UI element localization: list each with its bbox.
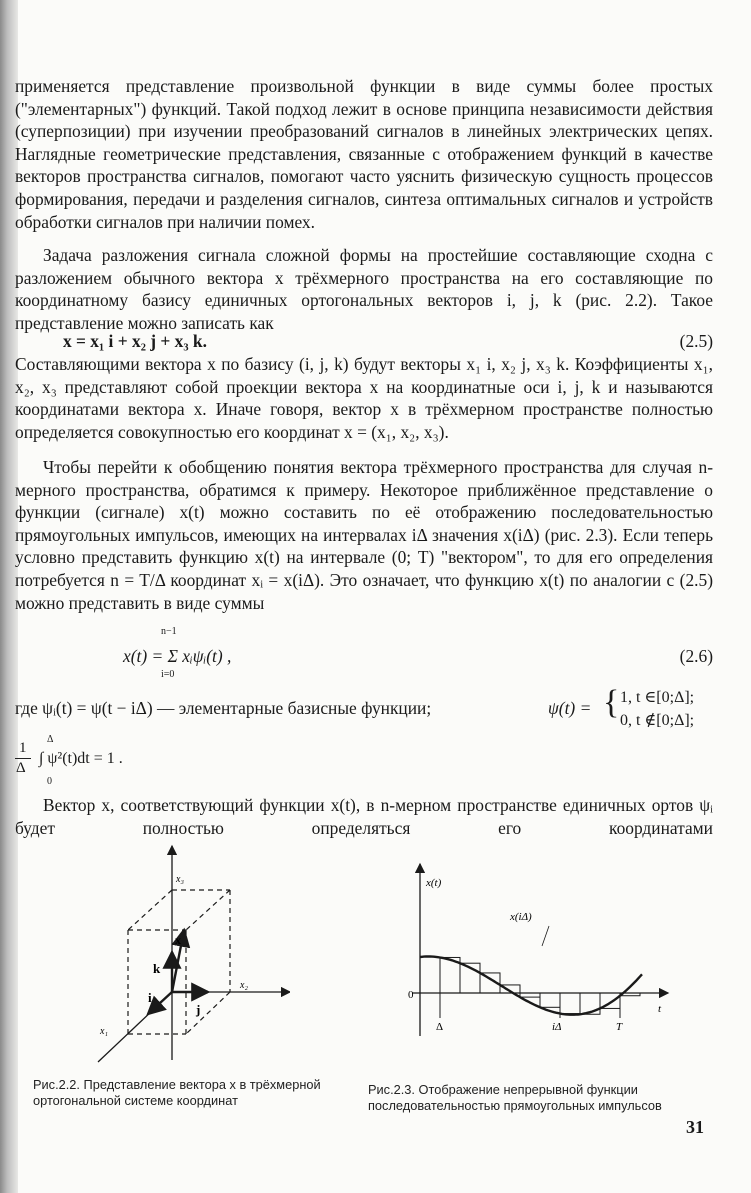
norm-frac-num: 1 (19, 740, 27, 756)
pulse-7 (560, 993, 580, 1014)
label-pointer (542, 926, 549, 946)
equation-2-5-body: x = x₁ i + x₂ j + x₃ k. (63, 331, 207, 351)
norm-body: ∫ ψ²(t)dt = 1 . (39, 750, 123, 767)
pulse-0 (420, 957, 440, 993)
equation-2-6 (15, 626, 713, 680)
norm-lower: 0 (47, 776, 52, 787)
paragraph-5 (15, 794, 713, 839)
paragraph-1-text: применяется представление произвольной функции в виде суммы более простых ("элементарных") функций. Такой подход лежит в основе принципа независимости действия (суперпозиции) при изучении преобразований сигналов в линейных электрических цепях. Наглядные геометрические представления, связанные с отображением функций в качестве векторов пространства сигналов, помогают часто уяснить физическую сущность процессов формирования, передачи и разделения сигналов, синтеза оптимальных сигналов и устройств обработки сигналов при наличии помех. (15, 76, 713, 232)
norm-frac-den: Δ (16, 760, 26, 776)
paragraph-4 (15, 456, 713, 614)
label-t: t (658, 1003, 662, 1015)
basis-definition (15, 684, 713, 740)
paragraph-5-text: Вектор x, соответствующий функции x(t), в n-мерном пространстве единичных ортов ψᵢ будет полностью определяться его координатами (15, 795, 713, 838)
label-x: x (175, 933, 181, 947)
page-number: 31 (686, 1117, 704, 1137)
psi-def-lhs: ψ(t) = (548, 698, 592, 718)
paragraph-3-text: Составляющими вектора x по базису (i, j, k) будут векторы x₁ i, x₂ j, x₃ k. Коэффициенты x₁, x₂, x₃ представляют собой проекции вектора x на координатные оси i, j, k и называются координатами вектора x. Иначе говоря, вектор x в трёхмерном пространстве полностью определяется совокупностью его координат x = (x₁, x₂, x₃). (15, 354, 713, 442)
psi-def-brace: { (603, 684, 620, 721)
figure-2-3-caption: Рис.2.3. Отображение непрерывной функции последовательностью прямоугольных импульсов (368, 1082, 662, 1113)
paragraph-3 (15, 353, 713, 443)
basis-text: где ψᵢ(t) = ψ(t − iΔ) — элементарные базисные функции; (15, 698, 432, 718)
psi-def-case-1: 1, t ∈[0;Δ]; (620, 689, 695, 706)
label-xt: x(t) (426, 877, 442, 889)
equation-2-6-lower: i=0 (161, 669, 175, 680)
label-j: j (196, 1002, 201, 1017)
label-T: T (616, 1021, 623, 1033)
figure-2-2-caption: Рис.2.2. Представление вектора x в трёхмерной ортогональной системе координат (33, 1077, 321, 1108)
equation-2-5-number: (2.5) (679, 331, 713, 351)
label-idelta: iΔ (552, 1021, 562, 1033)
pulse-6 (540, 993, 560, 1007)
equation-2-6-body: x(t) = Σ xᵢψᵢ(t) , (123, 646, 232, 666)
paragraph-1 (15, 75, 713, 233)
figure-2-3 (392, 858, 682, 1038)
label-xid: x(iΔ) (510, 911, 532, 923)
normalization-equation (15, 736, 713, 786)
label-k: k (153, 961, 161, 976)
label-i: i (148, 990, 152, 1005)
equation-2-5 (15, 331, 713, 352)
label-x2: x₂ (240, 980, 248, 991)
label-delta: Δ (436, 1021, 444, 1033)
continuous-function-curve (420, 957, 642, 1015)
norm-upper: Δ (47, 734, 54, 745)
psi-def-case-2: 0, t ∉[0;Δ]; (620, 712, 695, 729)
label-x3: x₃ (176, 874, 184, 885)
paragraph-2 (15, 244, 713, 334)
equation-2-6-number: (2.6) (679, 646, 713, 666)
label-x1: x₁ (100, 1026, 108, 1037)
label-origin: 0 (408, 989, 414, 1001)
paragraph-2-text: Задача разложения сигнала сложной формы на простейшие составляющие сходна с разложением обычного вектора x трёхмерного пространства на его составляющие по координатному базису единичных ортогональных векторов i, j, k (рис. 2.2). Такое представление можно записать как (15, 245, 713, 333)
equation-2-6-upper: n−1 (161, 626, 177, 637)
paragraph-4-text: Чтобы перейти к обобщению понятия вектора трёхмерного пространства для случая n-мерного пространства, обратимся к примеру. Некоторое приближённое представление о функции (сигнале) x(t) можно составить по её отображению последовательностью прямоугольных импульсов, имеющих на интервалах iΔ значения x(iΔ) (рис. 2.3). Если теперь условно представить функцию x(t) на интервале (0; T) "вектором", то для его определения потребуется n = T/Δ координат xᵢ = x(iΔ). Это означает, что функцию x(t) по аналогии с (2.5) можно представить в виде суммы (15, 457, 713, 613)
norm-frac-bar (15, 758, 31, 759)
figure-2-2 (80, 842, 290, 1067)
